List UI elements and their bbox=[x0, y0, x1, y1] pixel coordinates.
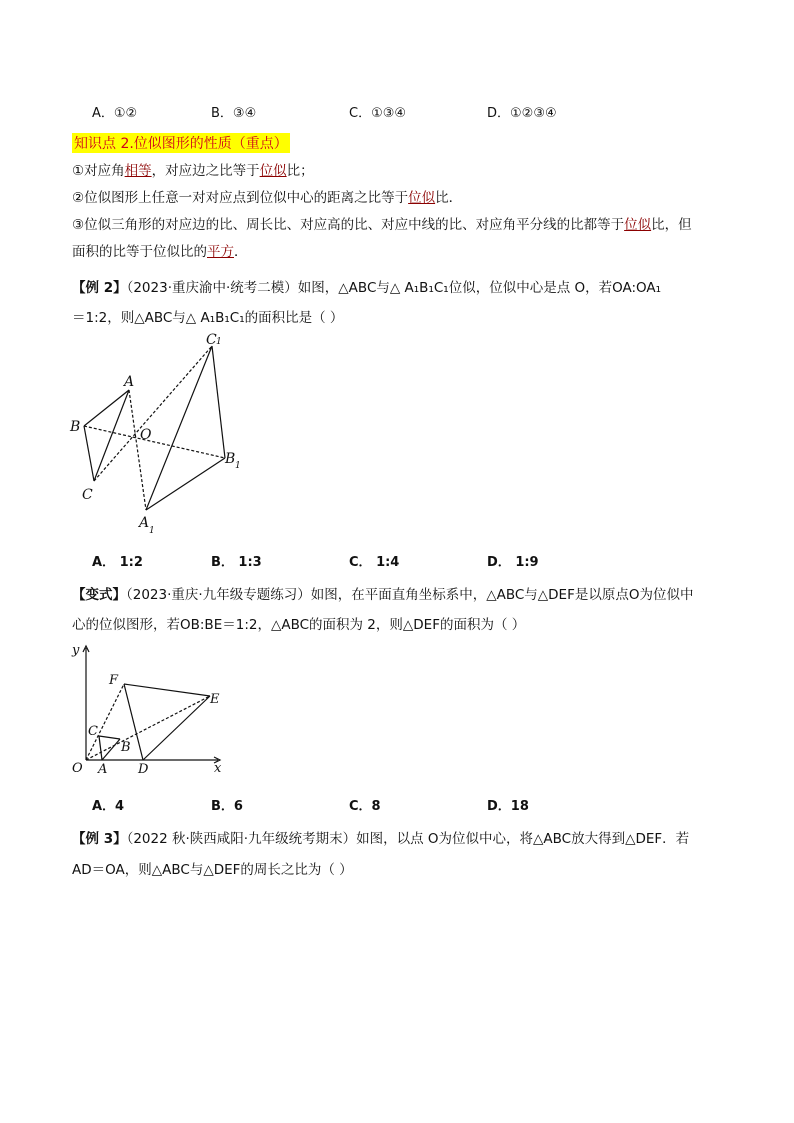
underlined-term: 位似 bbox=[624, 217, 652, 233]
label-b1: B bbox=[225, 451, 236, 467]
ex2-option-c: C． 1:4 bbox=[349, 555, 400, 570]
property-2 bbox=[72, 186, 462, 206]
edge-bc bbox=[84, 426, 94, 481]
underlined-term: 位似 bbox=[408, 190, 436, 206]
label-a1: A bbox=[139, 515, 150, 531]
edge-b1a1 bbox=[146, 458, 225, 510]
text: ①对应角 bbox=[72, 163, 125, 179]
label-f: F bbox=[109, 673, 119, 688]
edge-bc bbox=[99, 736, 120, 739]
text: ②位似图形上任意一对对应点到位似中心的距离之比等于 bbox=[72, 190, 409, 206]
edge-ef bbox=[124, 684, 210, 696]
coordinate-figure bbox=[68, 640, 238, 780]
label-b: B bbox=[70, 419, 81, 435]
ex2-option-b: B． 1:3 bbox=[211, 555, 262, 570]
text: 比； bbox=[286, 163, 314, 179]
variant-tag: 【变式】 bbox=[72, 587, 126, 603]
label-a: A bbox=[98, 762, 108, 777]
example-3-line-1 bbox=[72, 827, 689, 847]
label-x: x bbox=[214, 761, 222, 776]
similar-triangles-figure bbox=[62, 328, 252, 540]
edge-c1b1 bbox=[212, 346, 225, 458]
text: ． bbox=[234, 244, 248, 260]
option-a: A．①② bbox=[92, 106, 138, 121]
property-4 bbox=[72, 240, 248, 260]
label-o: O bbox=[72, 761, 83, 776]
label-a: A bbox=[124, 374, 135, 390]
example-tag: 【例 2】 bbox=[72, 280, 127, 296]
label-o: O bbox=[140, 427, 152, 443]
label-c: C bbox=[88, 724, 98, 739]
var-option-a: A．4 bbox=[92, 799, 125, 814]
underlined-term: 相等 bbox=[124, 163, 152, 179]
ex2-option-a: A． 1:2 bbox=[92, 555, 143, 570]
variant-line-1 bbox=[72, 583, 693, 603]
property-1 bbox=[72, 159, 314, 179]
source: （2023·重庆·九年级专题练习） bbox=[126, 587, 311, 603]
label-c1: C bbox=[206, 332, 217, 348]
var-option-b: B．6 bbox=[211, 799, 243, 814]
text: ，对应边之比等于 bbox=[151, 163, 260, 179]
question-text: 如图，△ABC与△ A₁B₁C₁位似，位似中心是点 O，若OA:OA₁ bbox=[297, 280, 662, 296]
underlined-term: 位似 bbox=[259, 163, 287, 179]
text: 面积的比等于位似比的 bbox=[72, 244, 207, 260]
option-c: C．①③④ bbox=[349, 106, 407, 121]
label-a1-sub: 1 bbox=[149, 526, 155, 536]
edge-de bbox=[143, 696, 210, 760]
example-2-line-1 bbox=[72, 276, 661, 296]
edge-ab bbox=[102, 739, 120, 760]
ray-o-e bbox=[86, 696, 210, 760]
ray-c-c1 bbox=[94, 346, 212, 481]
example-3-line-2: AD＝OA，则△ABC与△DEF的周长之比为（ ） bbox=[72, 862, 353, 878]
question-text: 如图，以点 O为位似中心，将△ABC放大得到△DEF．若 bbox=[356, 831, 690, 847]
label-b: B bbox=[121, 740, 131, 755]
option-d: D．①②③④ bbox=[487, 106, 557, 121]
text: 比，但 bbox=[651, 217, 692, 233]
label-e: E bbox=[210, 692, 220, 707]
label-y: y bbox=[72, 643, 80, 658]
text: ③位似三角形的对应边的比、周长比、对应高的比、对应中线的比、对应角平分线的比都等于 bbox=[72, 217, 625, 233]
example-2-line-2: ＝1:2，则△ABC与△ A₁B₁C₁的面积比是（ ） bbox=[72, 310, 344, 326]
ray-o-f bbox=[86, 684, 124, 760]
ray-a-a1 bbox=[129, 390, 146, 510]
ex2-option-d: D． 1:9 bbox=[487, 555, 539, 570]
source: （2022 秋·陕西咸阳·九年级统考期末） bbox=[126, 831, 357, 847]
source: （2023·重庆渝中·统考二模） bbox=[126, 280, 298, 296]
option-b: B．③④ bbox=[211, 106, 257, 121]
label-c1-sub: 1 bbox=[216, 337, 222, 347]
example-tag: 【例 3】 bbox=[72, 831, 127, 847]
property-3 bbox=[72, 213, 692, 233]
label-b1-sub: 1 bbox=[235, 461, 241, 471]
text: 比． bbox=[435, 190, 463, 206]
var-option-d: D．18 bbox=[487, 799, 529, 814]
knowledge-point-heading: 知识点 2.位似图形的性质（重点） bbox=[72, 133, 290, 153]
underlined-term: 平方 bbox=[207, 244, 234, 260]
var-option-c: C．8 bbox=[349, 799, 381, 814]
question-text: 如图，在平面直角坐标系中，△ABC与△DEF是以原点O为位似中 bbox=[310, 587, 694, 603]
edge-a1c1 bbox=[146, 346, 212, 510]
edge-ca bbox=[99, 736, 102, 760]
label-d: D bbox=[138, 762, 149, 777]
variant-line-2: 心的位似图形，若OB:BE＝1:2，△ABC的面积为 2，则△DEF的面积为（ ） bbox=[72, 617, 526, 633]
label-c: C bbox=[82, 487, 93, 503]
